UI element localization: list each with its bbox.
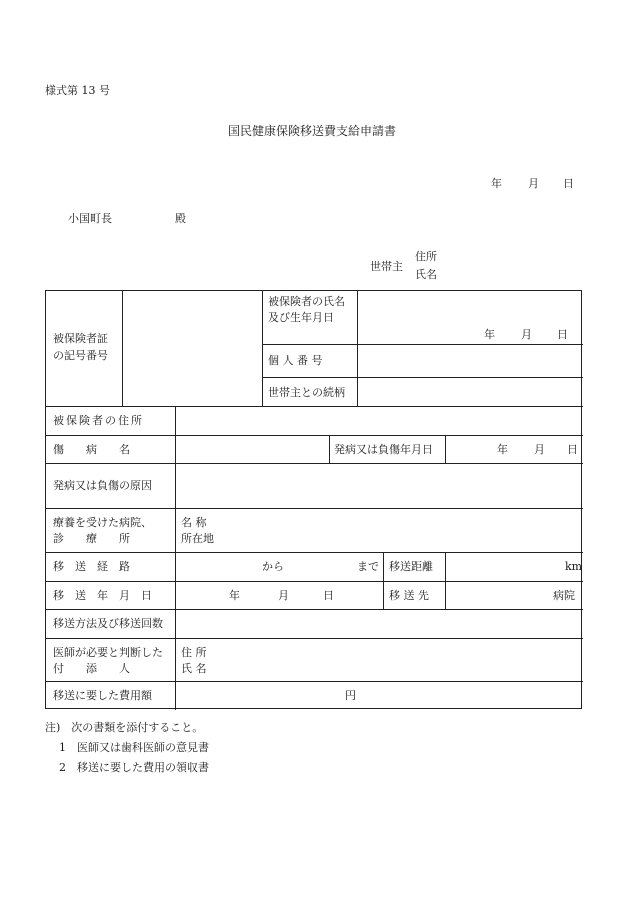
attendant-address-label: 住 所 (181, 646, 207, 659)
applicant-address-label: 住所 (415, 250, 437, 263)
transfer-year-label: 年 (229, 589, 240, 602)
transfer-month-label: 月 (278, 589, 289, 602)
dob-day-label: 日 (557, 328, 568, 341)
onset-date-label: 発病又は負傷年月日 (334, 443, 433, 456)
list-item: 1 医師又は歯科医師の意見書 (59, 741, 209, 754)
onset-month-label: 月 (534, 443, 545, 456)
destination-label: 移 送 先 (389, 589, 429, 602)
attendant-label-line1: 医師が必要と判断した (53, 646, 163, 659)
route-from-label: から (262, 560, 284, 573)
personal-number-label: 個 人 番 号 (268, 354, 323, 367)
list-item: 2 移送に要した費用の領収書 (59, 761, 209, 774)
household-head-label: 世帯主 (370, 260, 403, 273)
attachment-notes (45, 718, 209, 778)
onset-day-label: 日 (567, 443, 578, 456)
addressee: 小国町長 (68, 212, 112, 225)
cause-label: 発病又は負傷の原因 (53, 479, 152, 492)
dob-year-label: 年 (484, 328, 495, 341)
route-to-label: まで (357, 560, 379, 573)
insured-address-field[interactable] (176, 407, 582, 435)
hospital-label-line2: 診 療 所 (53, 532, 130, 545)
attendant-label-line2: 付 添 人 (53, 662, 130, 675)
hospital-name-label: 名 称 (181, 516, 207, 529)
route-label: 移 送 経 路 (53, 560, 130, 573)
form-title: 国民健康保険移送費支給申請書 (228, 124, 397, 138)
notes-heading: 注) 次の書類を添付すること。 (45, 721, 204, 734)
hospital-location-label: 所在地 (181, 532, 214, 545)
insurance-card-number-field[interactable] (123, 292, 261, 405)
insured-name-dob-label-line2: 及び生年月日 (268, 311, 334, 324)
application-table (45, 290, 582, 709)
form-number: 様式第 13 号 (45, 84, 110, 97)
hospital-label-line1: 療養を受けた病院、 (53, 516, 152, 529)
method-label: 移送方法及び移送回数 (53, 617, 163, 630)
relationship-field[interactable] (358, 378, 582, 406)
distance-unit: km (565, 560, 583, 573)
insurance-card-label-line2: の記号番号 (53, 349, 108, 362)
distance-label: 移送距離 (389, 560, 433, 573)
destination-suffix: 病院 (553, 589, 575, 602)
relationship-label: 世帯主との続柄 (268, 386, 345, 399)
illness-name-label: 傷 病 名 (53, 443, 130, 456)
insured-name-dob-label-line1: 被保険者の氏名 (268, 295, 345, 308)
insured-address-label: 被保険者の住所 (53, 414, 144, 427)
applicant-name-label: 氏名 (415, 268, 437, 281)
dob-month-label: 月 (521, 328, 532, 341)
insured-name-dob-field[interactable] (358, 292, 582, 344)
onset-year-label: 年 (497, 443, 508, 456)
attendant-name-label: 氏 名 (181, 662, 207, 675)
cause-field[interactable] (176, 464, 582, 508)
method-field[interactable] (176, 610, 582, 638)
personal-number-field[interactable] (358, 345, 582, 377)
date-day-label: 日 (563, 177, 574, 190)
date-year-label: 年 (491, 177, 502, 190)
honorific: 殿 (175, 212, 186, 225)
cost-label: 移送に要した費用額 (53, 689, 152, 702)
transfer-day-label: 日 (323, 589, 334, 602)
illness-name-field[interactable] (176, 436, 328, 463)
insurance-card-label-line1: 被保険者証 (53, 332, 108, 345)
cost-unit: 円 (345, 689, 356, 702)
date-month-label: 月 (528, 177, 539, 190)
transfer-date-label: 移 送 年 月 日 (53, 589, 152, 602)
